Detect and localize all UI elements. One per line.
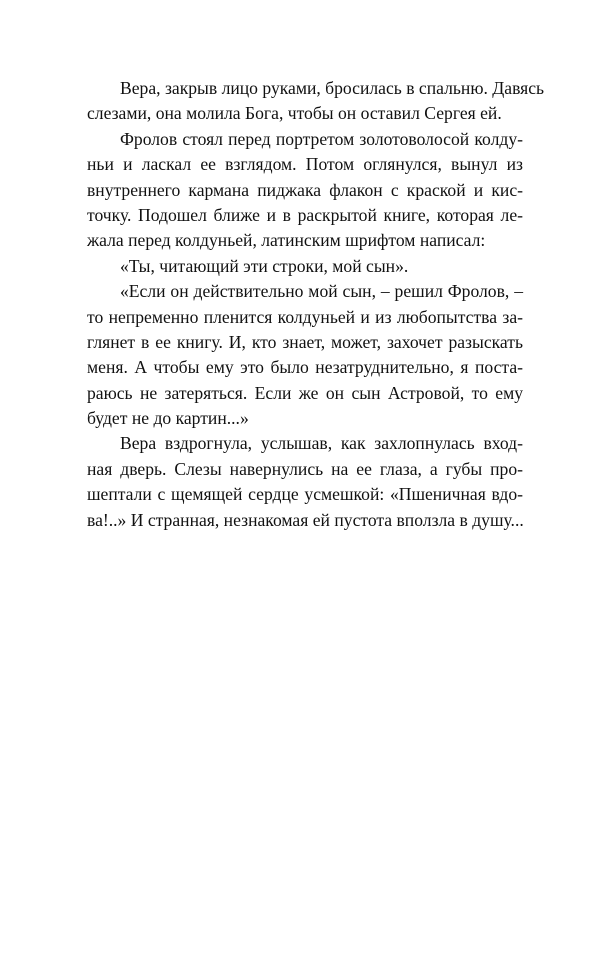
text-line: ва!..» И странная, незнакомая ей пустота вползла в душу... bbox=[87, 509, 524, 530]
body-text bbox=[87, 76, 545, 533]
text-line: «Если он действительно мой сын, – решил Фролов, – bbox=[120, 281, 523, 302]
text-line: Фролов стоял перед портретом золотоволосой колду- bbox=[120, 128, 523, 149]
text-line: Вера, закрыв лицо руками, бросилась в спальню. Давясь bbox=[120, 78, 545, 98]
text-line: шептали с щемящей сердце усмешкой: «Пшеничная вдо- bbox=[87, 484, 523, 505]
text-line: ньи и ласкал ее взглядом. Потом оглянулся, вынул из bbox=[87, 154, 523, 175]
text-line: будет не до картин...» bbox=[87, 408, 249, 429]
text-line: «Ты, читающий эти строки, мой сын». bbox=[120, 255, 409, 276]
text-line: то непременно пленится колдуньей и из любопытства за- bbox=[87, 306, 523, 327]
text-line: внутреннего кармана пиджака флакон с краской и кис- bbox=[87, 179, 523, 200]
text-line: слезами, она молила Бога, чтобы он оставил Сергея ей. bbox=[87, 103, 502, 124]
text-line: меня. А чтобы ему это было незатруднительно, я поста- bbox=[87, 357, 523, 378]
text-line: глянет в ее книгу. И, кто знает, может, захочет разыскать bbox=[87, 331, 523, 352]
text-line: раюсь не затеряться. Если же он сын Астровой, то ему bbox=[87, 382, 523, 403]
text-line: точку. Подошел ближе и в раскрытой книге, которая ле- bbox=[87, 204, 523, 225]
text-line: жала перед колдуньей, латинским шрифтом написал: bbox=[87, 230, 486, 251]
text-line: ная дверь. Слезы навернулись на ее глаза, а губы про- bbox=[87, 458, 523, 479]
text-line: Вера вздрогнула, услышав, как захлопнулась вход- bbox=[120, 433, 523, 454]
